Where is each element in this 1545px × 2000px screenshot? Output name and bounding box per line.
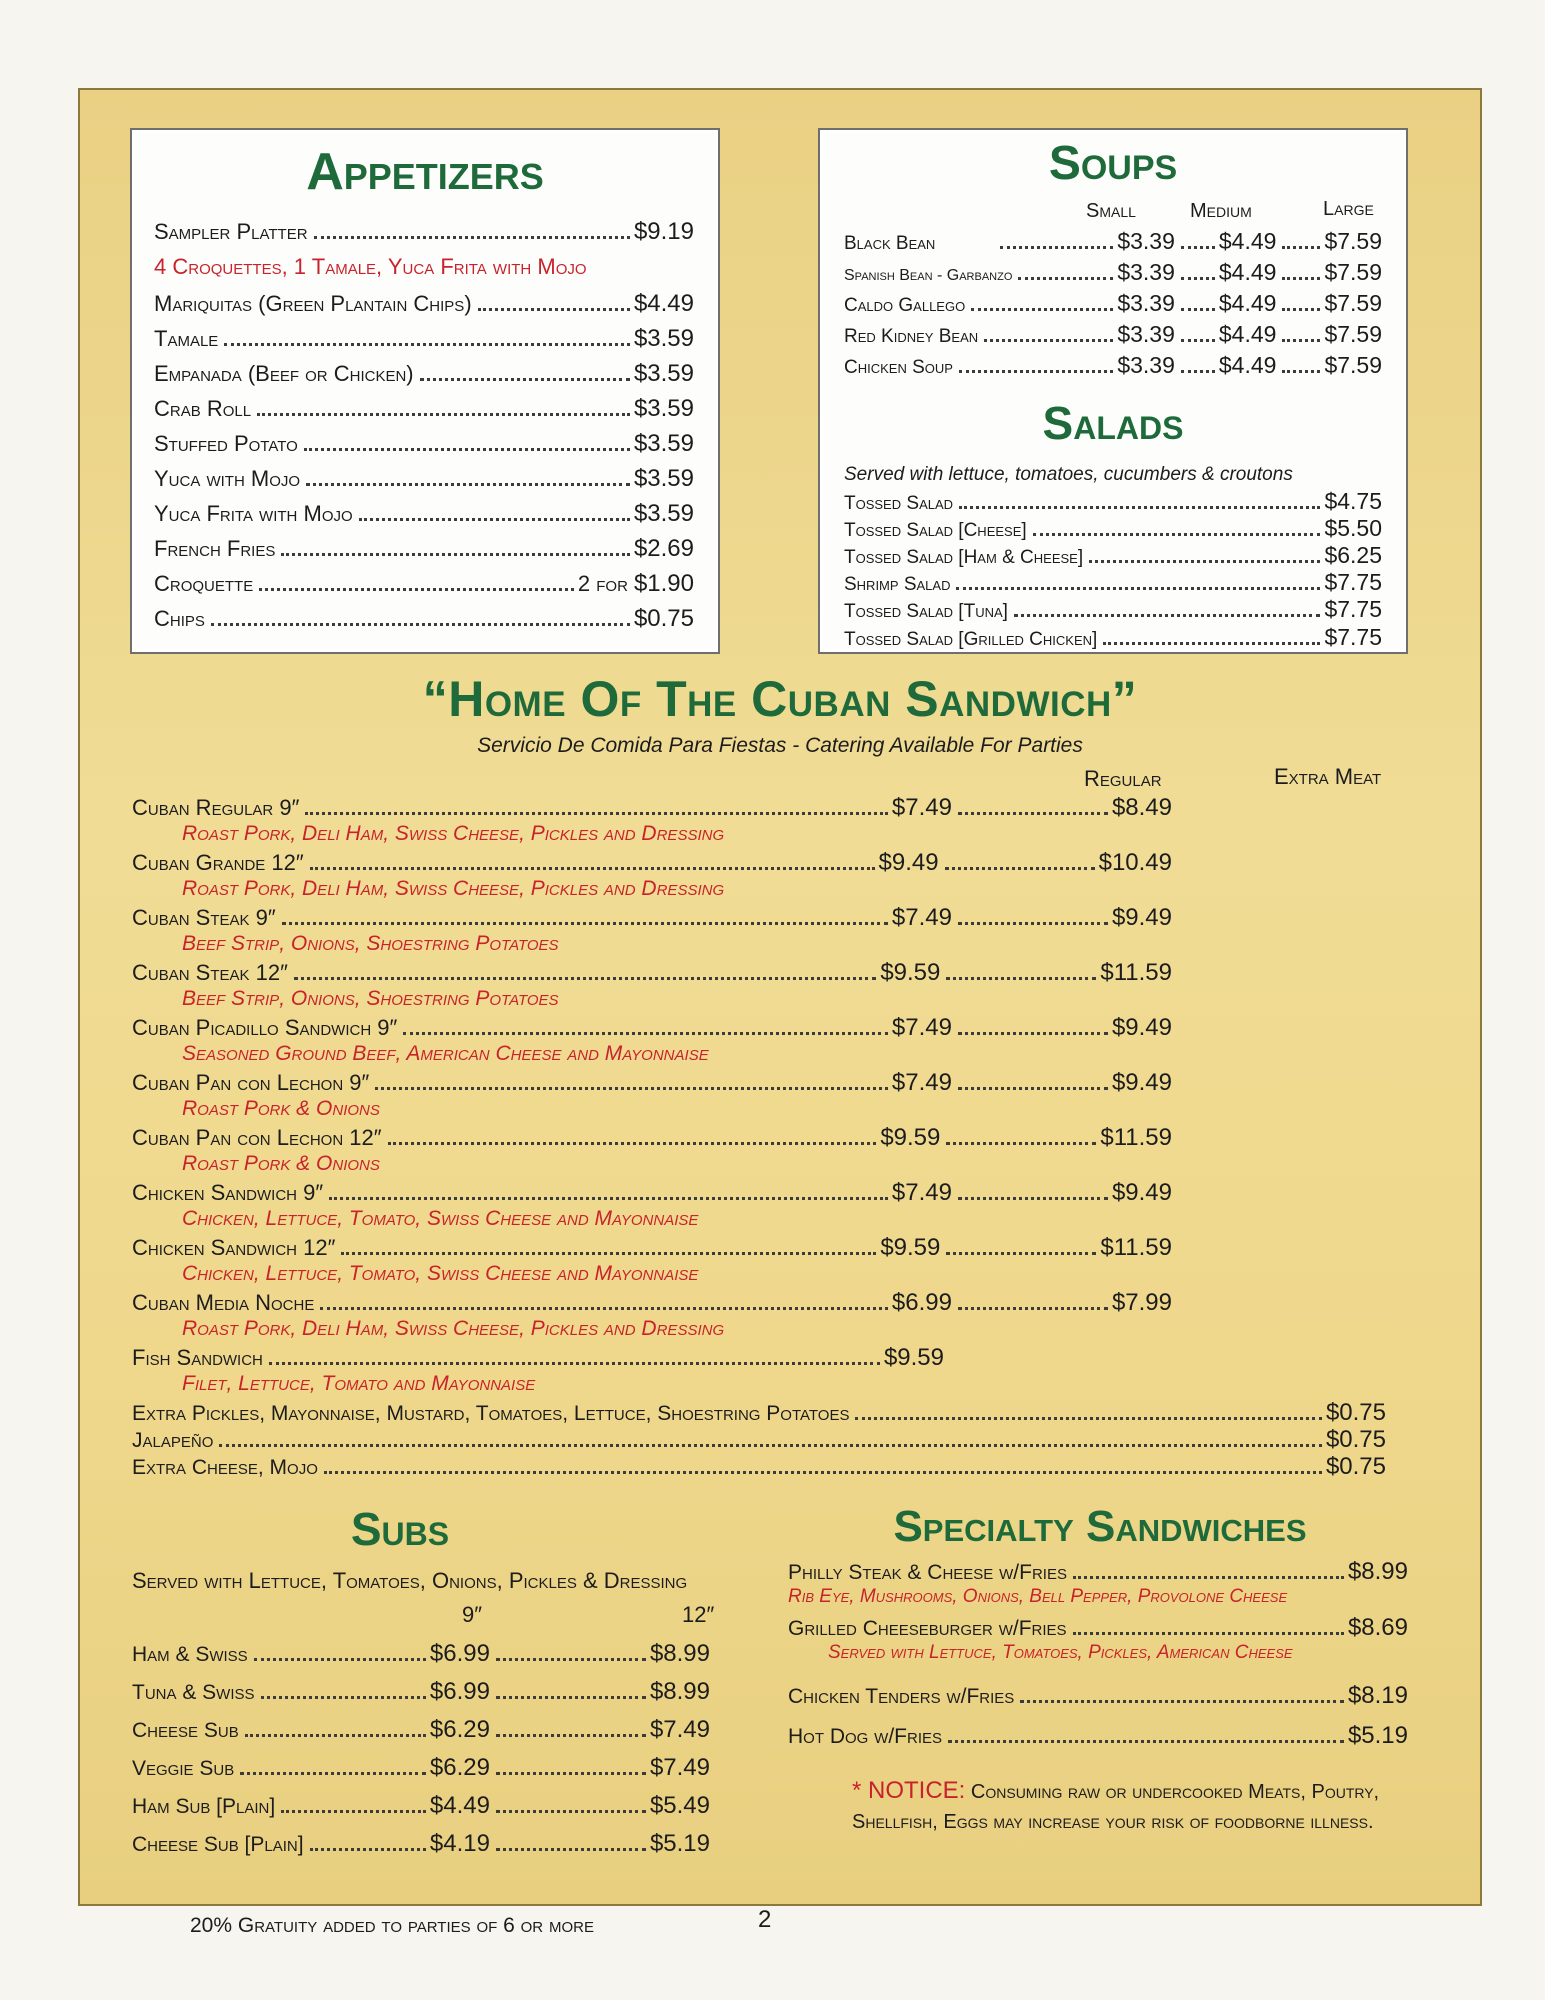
sub-price-12: $8.99 bbox=[649, 1640, 710, 1667]
cuban-sandwich-row bbox=[132, 1344, 1172, 1372]
sandwich-extra-price: $8.49 bbox=[1111, 794, 1172, 821]
sandwich-description: Filet, Lettuce, Tomato and Mayonnaise bbox=[182, 1372, 536, 1395]
soup-large: $7.59 bbox=[1324, 321, 1382, 347]
specialty-description: Served with Lettuce, Tomatoes, Pickles, American Cheese bbox=[828, 1642, 1293, 1663]
sandwich-extra-price: $9.49 bbox=[1111, 1014, 1172, 1041]
sandwich-name: Cuban Grande 12″ bbox=[132, 850, 304, 875]
sandwich-name: Fish Sandwich bbox=[132, 1345, 263, 1370]
sub-row bbox=[132, 1640, 710, 1668]
specialty-heading: Specialty Sandwiches bbox=[893, 1502, 1307, 1551]
appetizer-row bbox=[154, 325, 694, 353]
salad-row bbox=[844, 569, 1382, 596]
cuban-sandwich-row bbox=[132, 904, 1172, 932]
extra-price: $0.75 bbox=[1325, 1453, 1386, 1480]
salad-name: Shrimp Salad bbox=[844, 574, 951, 595]
cuban-sandwich-row bbox=[132, 1069, 1172, 1097]
appetizer-price: $0.75 bbox=[633, 605, 694, 632]
appetizer-name: Tamale bbox=[154, 326, 219, 351]
sub-name: Veggie Sub bbox=[132, 1757, 235, 1780]
sandwich-name: Cuban Media Noche bbox=[132, 1290, 315, 1315]
sandwich-description: Roast Pork & Onions bbox=[182, 1097, 380, 1120]
cuban-subtitle: Servicio De Comida Para Fiestas - Catering Available For Parties bbox=[477, 734, 1083, 757]
sandwich-extra-price: $11.59 bbox=[1100, 1234, 1172, 1261]
soup-col-medium: Medium bbox=[1190, 200, 1252, 222]
sub-name: Ham & Swiss bbox=[132, 1643, 248, 1666]
sandwich-regular-price: $7.49 bbox=[891, 1179, 952, 1206]
soup-col-small: Small bbox=[1086, 200, 1136, 222]
appetizer-price: $1.90 bbox=[633, 570, 694, 597]
sub-price-9: $6.29 bbox=[429, 1754, 490, 1781]
extra-price: $0.75 bbox=[1325, 1399, 1386, 1426]
cuban-sandwich-row bbox=[132, 959, 1172, 987]
appetizer-row bbox=[154, 535, 694, 563]
salad-row bbox=[844, 596, 1382, 623]
appetizer-name: Mariquitas (Green Plantain Chips) bbox=[154, 291, 472, 316]
soups-heading: Soups bbox=[1048, 137, 1178, 190]
sandwich-name: Cuban Steak 9″ bbox=[132, 905, 276, 930]
specialty-price: $5.19 bbox=[1347, 1722, 1408, 1749]
sub-row bbox=[132, 1716, 710, 1744]
specialty-price: $8.69 bbox=[1347, 1614, 1408, 1641]
soup-name: Caldo Gallego bbox=[844, 295, 966, 316]
salad-price: $6.25 bbox=[1324, 542, 1382, 568]
salad-name: Tossed Salad bbox=[844, 493, 954, 514]
soup-small: $3.39 bbox=[1117, 228, 1175, 254]
sub-price-9: $4.49 bbox=[429, 1792, 490, 1819]
salad-row bbox=[844, 624, 1382, 651]
specialty-name: Hot Dog w/Fries bbox=[788, 1725, 942, 1748]
appetizer-price: $3.59 bbox=[633, 430, 694, 457]
sub-name: Ham Sub [Plain] bbox=[132, 1795, 276, 1818]
specialty-price: $8.99 bbox=[1347, 1558, 1408, 1585]
soup-name: Spanish Bean - Garbanzo bbox=[844, 267, 1013, 284]
appetizer-name: Yuca Frita with Mojo bbox=[154, 501, 353, 526]
cuban-sandwich-row bbox=[132, 849, 1172, 877]
extra-price: $0.75 bbox=[1325, 1426, 1386, 1453]
sandwich-regular-price: $9.59 bbox=[880, 1234, 941, 1261]
cuban-sandwich-row bbox=[132, 794, 1172, 822]
sub-price-9: $6.99 bbox=[429, 1678, 490, 1705]
sandwich-description: Roast Pork, Deli Ham, Swiss Cheese, Pickles and Dressing bbox=[182, 822, 725, 845]
appetizer-price: $2.69 bbox=[633, 535, 694, 562]
appetizer-price: $3.59 bbox=[633, 465, 694, 492]
soup-name: Chicken Soup bbox=[844, 357, 953, 378]
cuban-heading: “Home Of The Cuban Sandwich” bbox=[422, 671, 1138, 727]
specialty-description: Rib Eye, Mushrooms, Onions, Bell Pepper, Provolone Cheese bbox=[788, 1586, 1288, 1607]
soup-row bbox=[844, 321, 1382, 348]
appetizer-name: French Fries bbox=[154, 536, 276, 561]
sub-price-12: $7.49 bbox=[649, 1716, 710, 1743]
sandwich-description: Roast Pork, Deli Ham, Swiss Cheese, Pickles and Dressing bbox=[182, 877, 725, 900]
salad-row bbox=[844, 515, 1382, 542]
sandwich-regular-price: $9.59 bbox=[880, 1124, 941, 1151]
soup-row bbox=[844, 228, 1382, 255]
salad-price: $4.75 bbox=[1324, 488, 1382, 514]
specialty-name: Philly Steak & Cheese w/Fries bbox=[788, 1561, 1067, 1584]
soup-small: $3.39 bbox=[1117, 259, 1175, 285]
sandwich-extra-price: $9.49 bbox=[1111, 904, 1172, 931]
sandwich-name: Cuban Pan con Lechon 9″ bbox=[132, 1070, 370, 1095]
sandwich-regular-price: $9.59 bbox=[880, 959, 941, 986]
appetizers-box bbox=[130, 128, 720, 654]
sandwich-name: Cuban Pan con Lechon 12″ bbox=[132, 1125, 382, 1150]
notice-text: Consuming raw or undercooked Meats, Poutry, Shellfish, Eggs may increase your risk of foodborne illness. bbox=[852, 1781, 1380, 1833]
cuban-sandwich-row bbox=[132, 1179, 1172, 1207]
sandwich-regular-price: $9.49 bbox=[878, 849, 939, 876]
sandwich-regular-price: $6.99 bbox=[891, 1289, 952, 1316]
soup-col-large: Large bbox=[1323, 198, 1374, 220]
appetizer-name: Croquette bbox=[154, 571, 254, 596]
sandwich-extra-price: $9.49 bbox=[1111, 1179, 1172, 1206]
soup-small: $3.39 bbox=[1117, 352, 1175, 378]
specialty-name: Chicken Tenders w/Fries bbox=[788, 1685, 1015, 1708]
soups-salads-box bbox=[818, 128, 1408, 654]
extra-name: Extra Pickles, Mayonnaise, Mustard, Tomatoes, Lettuce, Shoestring Potatoes bbox=[132, 1402, 850, 1425]
cuban-sandwich-row bbox=[132, 1124, 1172, 1152]
page-number: 2 bbox=[758, 1906, 772, 1933]
appetizer-name: Sampler Platter bbox=[154, 219, 308, 244]
appetizer-price: $3.59 bbox=[633, 395, 694, 422]
salads-subtitle: Served with lettuce, tomatoes, cucumbers & croutons bbox=[844, 464, 1293, 485]
appetizer-row bbox=[154, 605, 694, 633]
sandwich-extra-price: $11.59 bbox=[1100, 1124, 1172, 1151]
soup-row bbox=[844, 259, 1382, 286]
sandwich-description: Seasoned Ground Beef, American Cheese and Mayonnaise bbox=[182, 1042, 709, 1065]
salad-name: Tossed Salad [Tuna] bbox=[844, 601, 1008, 622]
sandwich-regular-price: $7.49 bbox=[891, 1014, 952, 1041]
sandwich-name: Chicken Sandwich 12″ bbox=[132, 1235, 336, 1260]
soup-large: $7.59 bbox=[1324, 228, 1382, 254]
sampler-description: 4 Croquettes, 1 Tamale, Yuca Frita with Mojo bbox=[154, 254, 587, 279]
col-extra-meat-header: Extra Meat bbox=[1274, 764, 1382, 789]
salads-heading: Salads bbox=[1042, 397, 1184, 449]
appetizer-name: Empanada (Beef or Chicken) bbox=[154, 361, 414, 386]
appetizer-row bbox=[154, 430, 694, 458]
salad-name: Tossed Salad [Cheese] bbox=[844, 520, 1027, 541]
sub-price-9: $6.29 bbox=[429, 1716, 490, 1743]
extra-name: Extra Cheese, Mojo bbox=[132, 1456, 318, 1479]
sub-row bbox=[132, 1678, 710, 1706]
extra-row bbox=[132, 1426, 1386, 1454]
appetizers-heading: Appetizers bbox=[306, 143, 544, 201]
appetizer-row bbox=[154, 395, 694, 423]
appetizer-row bbox=[154, 218, 694, 246]
soup-row bbox=[844, 290, 1382, 317]
extra-row bbox=[132, 1453, 1386, 1481]
col-regular-header: Regular bbox=[1084, 766, 1162, 791]
soup-small: $3.39 bbox=[1117, 321, 1175, 347]
appetizer-row bbox=[154, 500, 694, 528]
gratuity-note: 20% Gratuity added to parties of 6 or more bbox=[190, 1914, 594, 1937]
appetizer-price: $3.59 bbox=[633, 500, 694, 527]
appetizer-qty: 2 for bbox=[577, 571, 628, 596]
salad-price: $7.75 bbox=[1324, 569, 1382, 595]
specialty-name: Grilled Cheeseburger w/Fries bbox=[788, 1617, 1067, 1640]
notice-label: * NOTICE: bbox=[852, 1777, 966, 1804]
soup-medium: $4.49 bbox=[1218, 259, 1277, 285]
sub-price-9: $6.99 bbox=[429, 1640, 490, 1667]
salad-price: $7.75 bbox=[1324, 596, 1382, 622]
sub-price-12: $5.49 bbox=[649, 1792, 710, 1819]
sub-price-9: $4.19 bbox=[429, 1830, 490, 1857]
appetizer-price: $4.49 bbox=[633, 290, 694, 317]
salad-price: $7.75 bbox=[1324, 624, 1382, 650]
sandwich-extra-price: $10.49 bbox=[1098, 849, 1172, 876]
extra-name: Jalapeño bbox=[132, 1429, 214, 1452]
sandwich-name: Chicken Sandwich 9″ bbox=[132, 1180, 324, 1205]
appetizer-name: Stuffed Potato bbox=[154, 431, 298, 456]
soup-medium: $4.49 bbox=[1218, 352, 1277, 378]
sandwich-description: Beef Strip, Onions, Shoestring Potatoes bbox=[182, 932, 559, 955]
sandwich-name: Cuban Steak 12″ bbox=[132, 960, 288, 985]
sub-price-12: $5.19 bbox=[649, 1830, 710, 1857]
salad-row bbox=[844, 542, 1382, 569]
salad-row bbox=[844, 488, 1382, 515]
sub-name: Cheese Sub [Plain] bbox=[132, 1833, 304, 1856]
menu-panel bbox=[78, 88, 1482, 1906]
soup-medium: $4.49 bbox=[1218, 290, 1277, 316]
sub-name: Cheese Sub bbox=[132, 1719, 239, 1742]
sub-price-12: $8.99 bbox=[649, 1678, 710, 1705]
sandwich-extra-price: $7.99 bbox=[1111, 1289, 1172, 1316]
specialty-price: $8.19 bbox=[1347, 1682, 1408, 1709]
soup-small: $3.39 bbox=[1117, 290, 1175, 316]
sub-row bbox=[132, 1830, 710, 1858]
sandwich-extra-price: $11.59 bbox=[1100, 959, 1172, 986]
sandwich-regular-price: $7.49 bbox=[891, 1069, 952, 1096]
appetizer-price: $3.59 bbox=[633, 360, 694, 387]
soup-name: Red Kidney Bean bbox=[844, 326, 979, 347]
appetizer-name: Yuca with Mojo bbox=[154, 466, 301, 491]
specialty-row bbox=[788, 1614, 1408, 1642]
soup-row bbox=[844, 352, 1382, 379]
subs-col-12: 12″ bbox=[682, 1602, 715, 1627]
appetizer-name: Crab Roll bbox=[154, 396, 252, 421]
soup-large: $7.59 bbox=[1324, 290, 1382, 316]
sub-row bbox=[132, 1754, 710, 1782]
subs-heading: Subs bbox=[350, 1503, 450, 1555]
extra-row bbox=[132, 1399, 1386, 1427]
sandwich-description: Chicken, Lettuce, Tomato, Swiss Cheese and Mayonnaise bbox=[182, 1262, 699, 1285]
sandwich-regular-price: $7.49 bbox=[891, 904, 952, 931]
appetizer-price: $3.59 bbox=[633, 325, 694, 352]
subs-subtitle: Served with Lettuce, Tomatoes, Onions, Pickles & Dressing bbox=[132, 1568, 688, 1593]
soup-medium: $4.49 bbox=[1218, 321, 1277, 347]
cuban-sandwich-row bbox=[132, 1234, 1172, 1262]
sub-row bbox=[132, 1792, 710, 1820]
specialty-row bbox=[788, 1682, 1408, 1710]
sandwich-extra-price: $9.49 bbox=[1111, 1069, 1172, 1096]
sub-name: Tuna & Swiss bbox=[132, 1681, 255, 1704]
specialty-row bbox=[788, 1558, 1408, 1586]
soup-name: Black Bean bbox=[844, 233, 936, 254]
cuban-sandwich-row bbox=[132, 1014, 1172, 1042]
salad-name: Tossed Salad [Ham & Cheese] bbox=[844, 547, 1084, 568]
sandwich-description: Roast Pork, Deli Ham, Swiss Cheese, Pickles and Dressing bbox=[182, 1317, 725, 1340]
soup-large: $7.59 bbox=[1324, 259, 1382, 285]
subs-col-9: 9″ bbox=[462, 1602, 483, 1627]
soup-medium: $4.49 bbox=[1218, 228, 1277, 254]
soup-large: $7.59 bbox=[1324, 352, 1382, 378]
appetizer-name: Chips bbox=[154, 606, 205, 631]
sandwich-description: Beef Strip, Onions, Shoestring Potatoes bbox=[182, 987, 559, 1010]
appetizer-row bbox=[154, 570, 694, 598]
cuban-sandwich-row bbox=[132, 1289, 1172, 1317]
appetizer-row bbox=[154, 360, 694, 388]
appetizer-row bbox=[154, 465, 694, 493]
salad-name: Tossed Salad [Grilled Chicken] bbox=[844, 629, 1098, 650]
sandwich-name: Cuban Regular 9″ bbox=[132, 795, 300, 820]
sub-price-12: $7.49 bbox=[649, 1754, 710, 1781]
salad-price: $5.50 bbox=[1324, 515, 1382, 541]
sandwich-regular-price: $7.49 bbox=[891, 794, 952, 821]
sandwich-name: Cuban Picadillo Sandwich 9″ bbox=[132, 1015, 398, 1040]
specialty-row bbox=[788, 1722, 1408, 1750]
sandwich-regular-price: $9.59 bbox=[883, 1344, 944, 1371]
notice bbox=[852, 1776, 1392, 1837]
appetizer-price: $9.19 bbox=[633, 218, 694, 245]
sandwich-description: Chicken, Lettuce, Tomato, Swiss Cheese and Mayonnaise bbox=[182, 1207, 699, 1230]
appetizer-row bbox=[154, 290, 694, 318]
sandwich-description: Roast Pork & Onions bbox=[182, 1152, 380, 1175]
